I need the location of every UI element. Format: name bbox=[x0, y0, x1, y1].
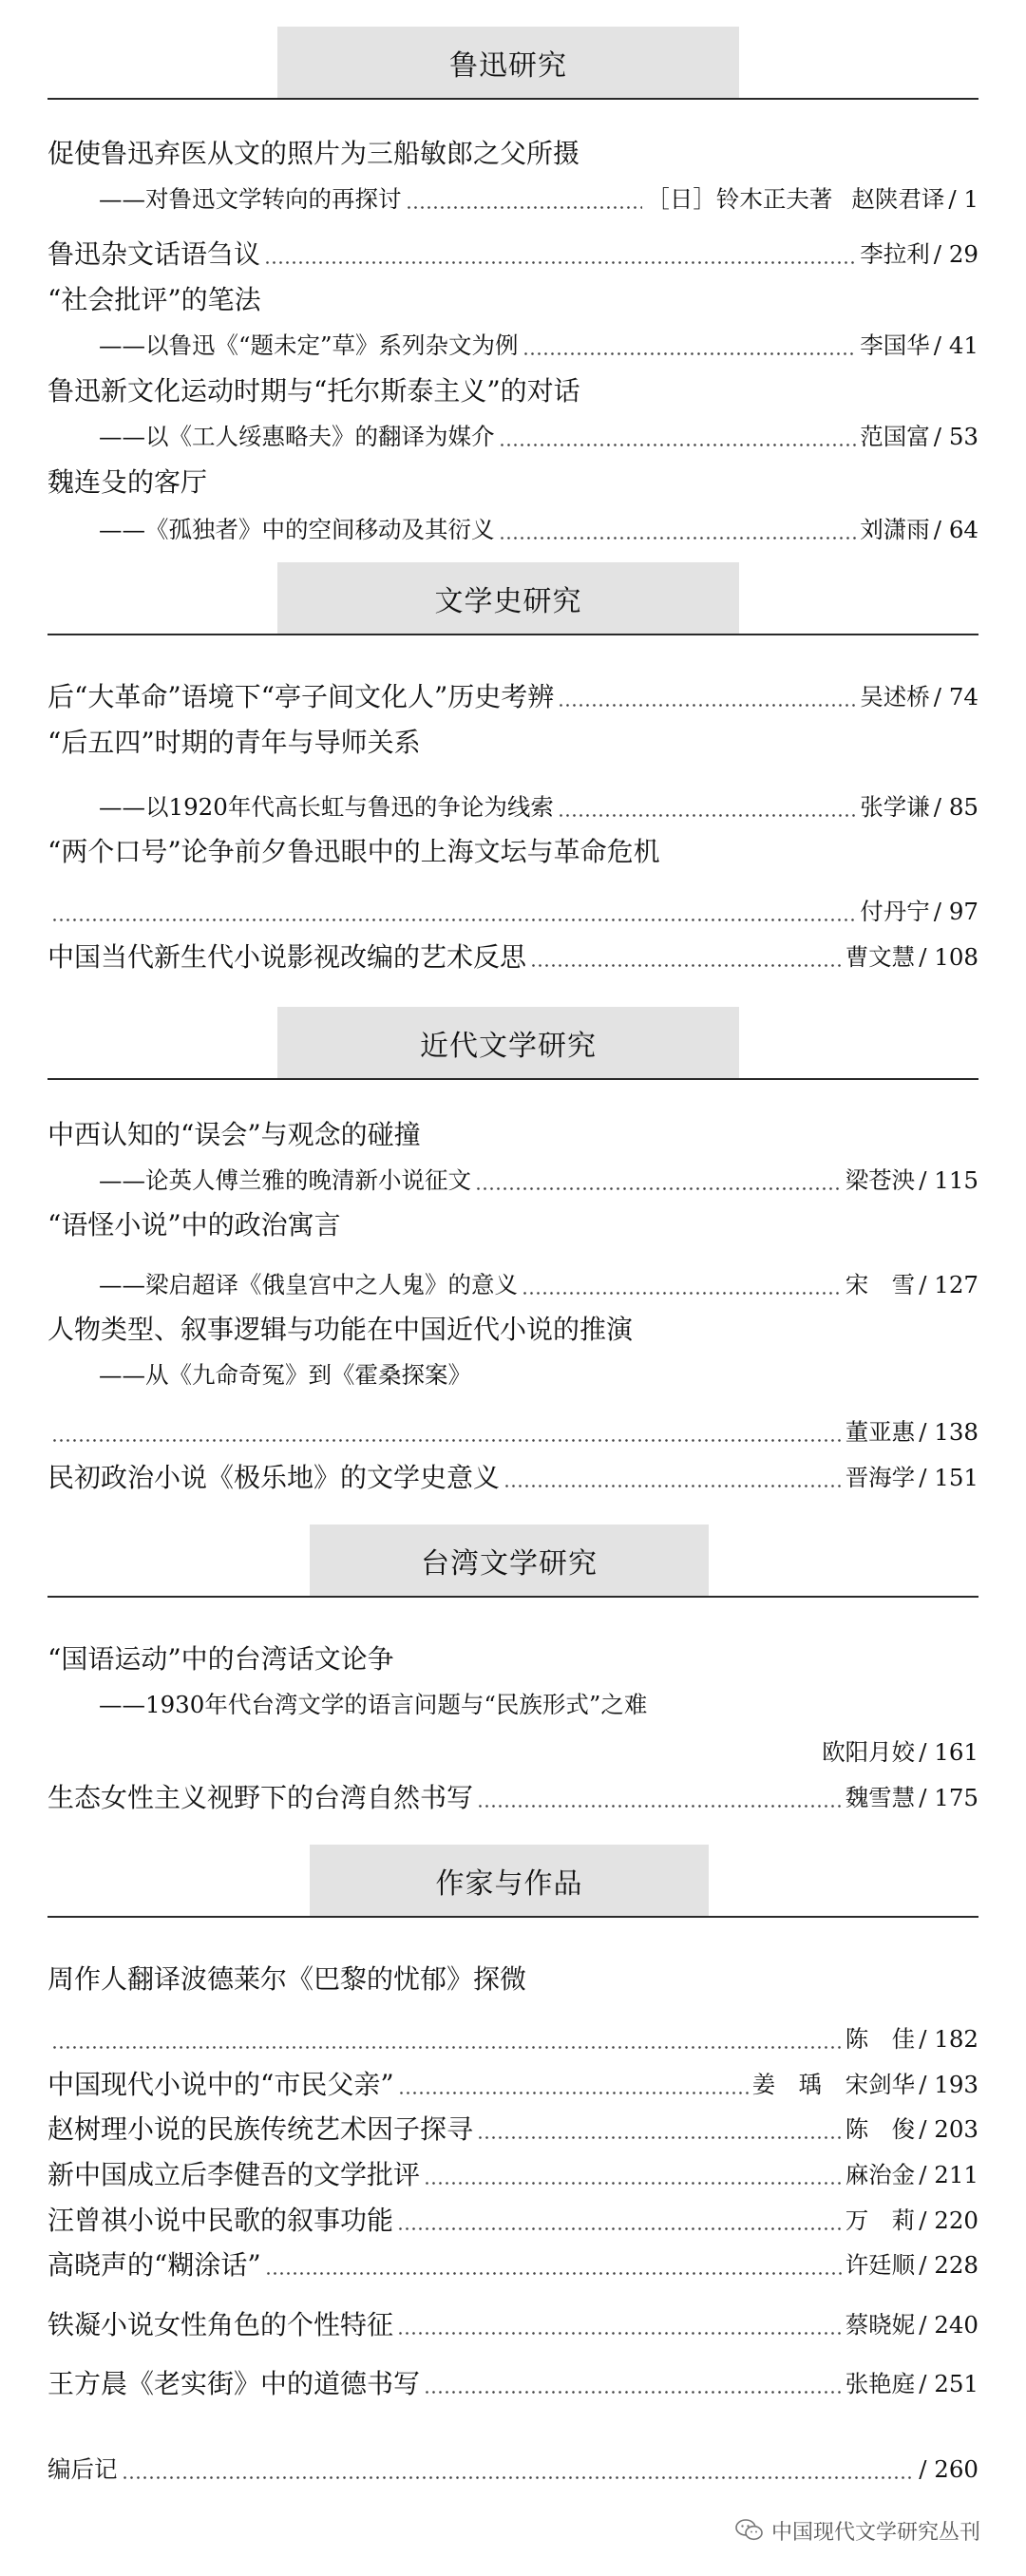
toc-entry[interactable] bbox=[48, 2147, 978, 2194]
entry-author: 宋 雪 bbox=[845, 1271, 916, 1298]
entry-title: “社会批评”的笔法 bbox=[48, 284, 261, 315]
entry-author: 李拉利 bbox=[860, 240, 930, 268]
toc-entry-subtitle bbox=[99, 1257, 978, 1304]
toc-entry-title[interactable] bbox=[48, 272, 978, 319]
entry-author: 蔡晓妮 bbox=[845, 2311, 916, 2339]
toc-entry[interactable] bbox=[48, 2356, 978, 2403]
section-header: 鲁迅研究 bbox=[277, 27, 739, 98]
entry-title: 后“大革命”语境下“亭子间文化人”历史考辨 bbox=[48, 681, 555, 712]
entry-page: / 1 bbox=[948, 185, 978, 213]
leader-dots bbox=[122, 2454, 912, 2481]
section-header: 文学史研究 bbox=[277, 562, 739, 634]
section-writers-and-works bbox=[48, 1845, 978, 2429]
entry-page: / 115 bbox=[919, 1166, 978, 1194]
entry-title: 新中国成立后李健吾的文学批评 bbox=[48, 2159, 421, 2190]
entry-author: 刘潇雨 bbox=[860, 516, 930, 543]
entry-author: 陈 俊 bbox=[845, 2115, 916, 2143]
entry-title: 高晓声的“糊涂话” bbox=[48, 2249, 261, 2281]
toc-entry-leader bbox=[48, 1724, 978, 1771]
entry-page: / 260 bbox=[919, 2455, 978, 2483]
leader-dots bbox=[424, 2369, 842, 2396]
entry-title: “两个口号”论争前夕鲁迅眼中的上海文坛与革命危机 bbox=[48, 836, 660, 867]
leader-dots bbox=[522, 331, 857, 357]
entry-author: 魏雪慧 bbox=[845, 1784, 916, 1811]
entry-title: 鲁迅新文化运动时期与“托尔斯泰主义”的对话 bbox=[48, 375, 580, 407]
entry-page: / 251 bbox=[919, 2370, 978, 2397]
entry-subtitle: ——以鲁迅《“题未定”草》系列杂文为例 bbox=[99, 331, 519, 359]
entry-author: 万 莉 bbox=[845, 2207, 916, 2234]
leader-dots bbox=[424, 2160, 842, 2187]
toc-entry-afterword[interactable] bbox=[48, 2441, 978, 2489]
entry-title: “国语运动”中的台湾话文论争 bbox=[48, 1643, 394, 1675]
afterword-block bbox=[48, 2441, 978, 2498]
leader-dots bbox=[558, 682, 856, 709]
entry-author: 吴述桥 bbox=[860, 683, 930, 710]
entry-subtitle: ——梁启超译《俄皇宫中之人鬼》的意义 bbox=[99, 1271, 518, 1298]
section-divider bbox=[48, 634, 978, 635]
entry-page: / 64 bbox=[933, 516, 978, 543]
toc-entry-title[interactable] bbox=[48, 454, 978, 502]
toc-entry[interactable] bbox=[48, 226, 978, 274]
section-modern-literature bbox=[48, 1007, 978, 1510]
toc-entry-title[interactable] bbox=[48, 714, 978, 762]
entry-author: 张艳庭 bbox=[845, 2370, 916, 2397]
entry-title: 铁凝小说女性角色的个性特征 bbox=[48, 2309, 394, 2340]
entry-title: “语怪小说”中的政治寓言 bbox=[48, 1209, 341, 1241]
leader-dots bbox=[264, 239, 856, 266]
leader-dots bbox=[51, 1417, 842, 1444]
entry-subtitle: ——以1920年代高长虹与鲁迅的争论为线索 bbox=[99, 793, 554, 821]
toc-entry-title[interactable] bbox=[48, 1631, 978, 1678]
section-header: 作家与作品 bbox=[310, 1845, 709, 1916]
entry-title: 周作人翻译波德莱尔《巴黎的忧郁》探微 bbox=[48, 1963, 527, 1995]
entry-title: 鲁迅杂文话语刍议 bbox=[48, 238, 261, 270]
watermark-text: 中国现代文学研究丛刊 bbox=[770, 2520, 980, 2545]
entry-author: 赵陕君译 bbox=[851, 185, 945, 213]
toc-entry[interactable] bbox=[48, 929, 978, 976]
entry-page: / 228 bbox=[919, 2251, 978, 2279]
entry-page: / 175 bbox=[919, 1784, 978, 1811]
entry-author: 范国富 bbox=[860, 423, 930, 450]
toc-entry-title[interactable] bbox=[48, 363, 978, 410]
entry-page: / 151 bbox=[919, 1464, 978, 1491]
entry-page: / 97 bbox=[933, 898, 978, 925]
entry-title: 赵树理小说的民族传统艺术因子探寻 bbox=[48, 2113, 474, 2145]
leader-dots bbox=[499, 515, 857, 541]
entry-translator-note: ［日］铃木正夫著 bbox=[646, 185, 833, 213]
entry-page: / 29 bbox=[933, 240, 978, 268]
leader-dots bbox=[51, 2024, 842, 2051]
entry-title: “后五四”时期的青年与导师关系 bbox=[48, 727, 421, 758]
entry-author: 付丹宁 bbox=[860, 898, 930, 925]
section-taiwan-literature bbox=[48, 1525, 978, 1828]
toc-entry[interactable] bbox=[48, 2056, 978, 2104]
entry-subtitle: ——1930年代台湾文学的语言问题与“民族形式”之难 bbox=[99, 1691, 648, 1718]
entry-title: 生态女性主义视野下的台湾自然书写 bbox=[48, 1782, 474, 1813]
toc-entry-title[interactable] bbox=[48, 824, 978, 871]
entry-author: 董亚惠 bbox=[845, 1418, 916, 1446]
toc-entry-subtitle bbox=[99, 779, 978, 826]
entry-author: 许廷顺 bbox=[845, 2251, 916, 2279]
entry-page: / 161 bbox=[919, 1738, 978, 1766]
entry-title: 中西认知的“误会”与观念的碰撞 bbox=[48, 1119, 421, 1150]
entry-author: 姜 瑀 宋剑华 bbox=[751, 2071, 916, 2098]
leader-dots bbox=[558, 792, 856, 819]
toc-entry[interactable] bbox=[48, 2297, 978, 2344]
toc-entry-title[interactable] bbox=[48, 1951, 978, 1998]
entry-page: / 193 bbox=[919, 2071, 978, 2098]
toc-entry-subtitle bbox=[99, 408, 978, 456]
toc-entry-title[interactable] bbox=[48, 1197, 978, 1244]
entry-title: 中国当代新生代小说影视改编的艺术反思 bbox=[48, 941, 527, 973]
toc-entry-title[interactable] bbox=[48, 1107, 978, 1154]
toc-entry[interactable] bbox=[48, 1770, 978, 1817]
section-header: 近代文学研究 bbox=[277, 1007, 739, 1078]
toc-entry[interactable] bbox=[48, 1449, 978, 1497]
entry-page: / 182 bbox=[919, 2025, 978, 2053]
entry-author: 欧阳月姣 bbox=[822, 1738, 916, 1766]
entry-page: / 220 bbox=[919, 2207, 978, 2234]
leader-dots bbox=[398, 2070, 749, 2096]
entry-title: 中国现代小说中的“市民父亲” bbox=[48, 2069, 394, 2100]
entry-page: / 108 bbox=[919, 943, 978, 971]
toc-entry-leader bbox=[48, 1404, 978, 1451]
toc-entry[interactable] bbox=[48, 669, 978, 716]
leader-dots bbox=[406, 184, 643, 211]
leader-dots bbox=[475, 1165, 842, 1192]
wechat-icon bbox=[735, 2518, 764, 2543]
section-header: 台湾文学研究 bbox=[310, 1525, 709, 1596]
entry-author: 麻治金 bbox=[845, 2161, 916, 2188]
toc-entry-subtitle bbox=[99, 1676, 978, 1724]
leader-dots bbox=[477, 2114, 842, 2141]
leader-dots bbox=[477, 1783, 842, 1809]
entry-title: 魏连殳的客厅 bbox=[48, 466, 208, 498]
entry-author: 陈 佳 bbox=[845, 2025, 916, 2053]
entry-page: / 74 bbox=[933, 683, 978, 710]
toc-entry-leader bbox=[48, 2011, 978, 2058]
toc-entry-subtitle bbox=[99, 1347, 978, 1394]
entry-author: 曹文慧 bbox=[845, 943, 916, 971]
entry-page: / 41 bbox=[933, 331, 978, 359]
entry-author: 梁苍泱 bbox=[845, 1166, 916, 1194]
leader-dots bbox=[265, 2250, 842, 2277]
toc-entry-subtitle bbox=[99, 1152, 978, 1200]
leader-dots bbox=[499, 422, 857, 448]
toc-entry[interactable] bbox=[48, 2237, 978, 2284]
entry-subtitle: ——以《工人绥惠略夫》的翻译为媒介 bbox=[99, 423, 495, 450]
section-divider bbox=[48, 1078, 978, 1080]
leader-dots bbox=[504, 1463, 842, 1489]
entry-page: / 240 bbox=[919, 2311, 978, 2339]
entry-subtitle: ——从《九命奇冤》到《霍桑探案》 bbox=[99, 1361, 471, 1389]
leader-dots bbox=[397, 2310, 842, 2337]
entry-subtitle: ——对鲁迅文学转向的再探讨 bbox=[99, 185, 402, 213]
section-divider bbox=[48, 98, 978, 100]
toc-entry-subtitle bbox=[99, 502, 978, 549]
toc-entry-subtitle bbox=[99, 171, 978, 218]
entry-page: / 53 bbox=[933, 423, 978, 450]
leader-dots bbox=[397, 2206, 842, 2232]
leader-dots bbox=[522, 1270, 842, 1297]
entry-author: 李国华 bbox=[860, 331, 930, 359]
section-lu-xun-studies bbox=[48, 0, 978, 551]
leader-dots bbox=[51, 897, 856, 923]
toc-entry[interactable] bbox=[48, 2192, 978, 2240]
entry-page: / 138 bbox=[919, 1418, 978, 1446]
section-literary-history bbox=[48, 562, 978, 994]
entry-page: / 203 bbox=[919, 2115, 978, 2143]
entry-page: / 127 bbox=[919, 1271, 978, 1298]
entry-page: / 211 bbox=[919, 2161, 978, 2188]
toc-entry[interactable] bbox=[48, 2101, 978, 2149]
entry-title: 促使鲁迅弃医从文的照片为三船敏郎之父所摄 bbox=[48, 138, 580, 169]
entry-author: 张学谦 bbox=[860, 793, 930, 821]
toc-entry-subtitle bbox=[99, 317, 978, 365]
entry-page: / 85 bbox=[933, 793, 978, 821]
toc-entry-title[interactable] bbox=[48, 1301, 978, 1349]
leader-dots bbox=[530, 942, 842, 969]
entry-title: 人物类型、叙事逻辑与功能在中国近代小说的推演 bbox=[48, 1314, 634, 1345]
entry-title: 汪曾祺小说中民歌的叙事功能 bbox=[48, 2205, 394, 2236]
section-divider bbox=[48, 1916, 978, 1918]
entry-subtitle: ——《孤独者》中的空间移动及其衍义 bbox=[99, 516, 495, 543]
watermark bbox=[735, 2514, 980, 2547]
entry-title: 民初政治小说《极乐地》的文学史意义 bbox=[48, 1462, 501, 1493]
section-divider bbox=[48, 1596, 978, 1598]
entry-title: 编后记 bbox=[48, 2455, 118, 2483]
entry-title: 王方晨《老实街》中的道德书写 bbox=[48, 2368, 421, 2399]
toc-entry-leader bbox=[48, 883, 978, 931]
entry-subtitle: ——论英人傅兰雅的晚清新小说征文 bbox=[99, 1166, 471, 1194]
toc-entry-title[interactable] bbox=[48, 125, 978, 173]
entry-author: 晋海学 bbox=[845, 1464, 916, 1491]
